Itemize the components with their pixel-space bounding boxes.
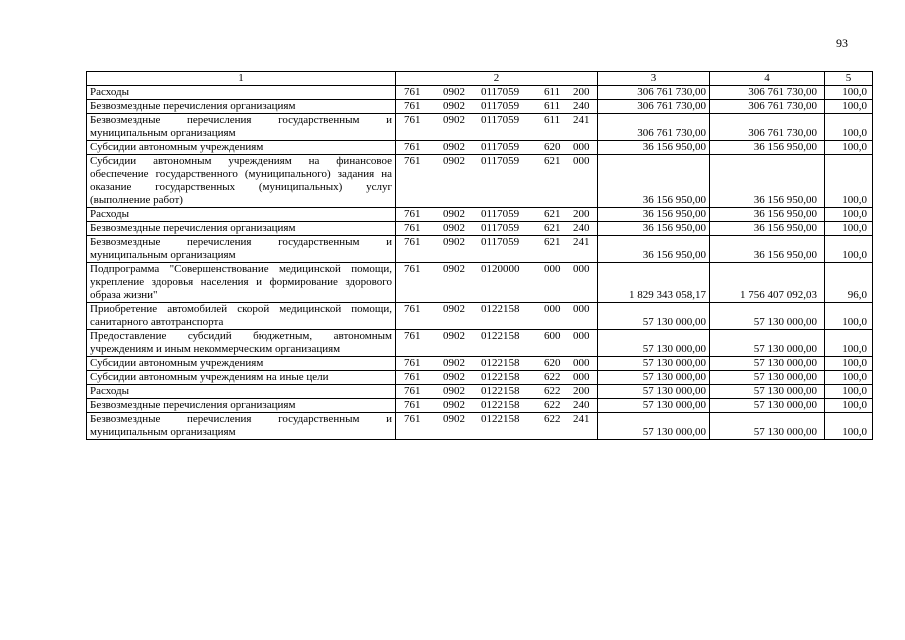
execution-percent: 100,0 [825,303,873,330]
kosgu-code: 000 [573,141,590,153]
row-codes [396,86,598,100]
section-code: 0902 [443,155,465,167]
expense-type-code: 621 [544,208,561,220]
section-code: 0902 [443,141,465,153]
planned-amount: 57 130 000,00 [598,413,710,440]
expense-type-code: 622 [544,371,561,383]
row-codes [396,399,598,413]
target-article-code: 0122158 [481,330,520,342]
execution-percent: 100,0 [825,86,873,100]
admin-code: 761 [404,86,421,98]
execution-percent: 100,0 [825,114,873,141]
target-article-code: 0117059 [481,141,520,153]
header-col-3: 3 [598,72,710,86]
execution-percent: 100,0 [825,357,873,371]
table-body [87,86,873,440]
execution-percent: 100,0 [825,208,873,222]
expense-type-code: 620 [544,141,561,153]
section-code: 0902 [443,236,465,248]
section-code: 0902 [443,399,465,411]
row-name: Безвозмездные перечисления организациям [87,100,396,114]
target-article-code: 0122158 [481,385,520,397]
admin-code: 761 [404,208,421,220]
admin-code: 761 [404,385,421,397]
admin-code: 761 [404,303,421,315]
expense-type-code: 000 [544,263,561,275]
execution-percent: 100,0 [825,399,873,413]
row-codes [396,114,598,141]
target-article-code: 0117059 [481,236,520,248]
target-article-code: 0122158 [481,303,520,315]
kosgu-code: 000 [573,371,590,383]
section-code: 0902 [443,357,465,369]
executed-amount: 306 761 730,00 [710,114,825,141]
row-name: Безвозмездные перечисления организациям [87,399,396,413]
planned-amount: 57 130 000,00 [598,399,710,413]
row-codes [396,141,598,155]
row-name: Субсидии автономным учреждениям [87,141,396,155]
executed-amount: 36 156 950,00 [710,208,825,222]
planned-amount: 57 130 000,00 [598,303,710,330]
row-codes [396,155,598,208]
expense-type-code: 622 [544,413,561,425]
admin-code: 761 [404,399,421,411]
table-row [87,236,873,263]
admin-code: 761 [404,236,421,248]
expense-type-code: 600 [544,330,561,342]
page-number: 93 [836,36,848,50]
section-code: 0902 [443,86,465,98]
row-codes [396,357,598,371]
execution-percent: 100,0 [825,330,873,357]
row-codes [396,263,598,303]
row-name: Безвозмездные перечисления государственным и муниципальным организациям [87,114,396,141]
planned-amount: 36 156 950,00 [598,141,710,155]
planned-amount: 36 156 950,00 [598,155,710,208]
kosgu-code: 200 [573,86,590,98]
admin-code: 761 [404,100,421,112]
row-codes [396,236,598,263]
expense-type-code: 620 [544,357,561,369]
target-article-code: 0117059 [481,155,520,167]
kosgu-code: 000 [573,155,590,167]
table-row [87,371,873,385]
kosgu-code: 000 [573,263,590,275]
executed-amount: 57 130 000,00 [710,371,825,385]
executed-amount: 57 130 000,00 [710,385,825,399]
executed-amount: 57 130 000,00 [710,413,825,440]
target-article-code: 0122158 [481,399,520,411]
executed-amount: 57 130 000,00 [710,357,825,371]
row-name: Безвозмездные перечисления государственным и муниципальным организациям [87,236,396,263]
row-codes [396,330,598,357]
row-name: Субсидии автономным учреждениям на иные цели [87,371,396,385]
execution-percent: 100,0 [825,100,873,114]
execution-percent: 100,0 [825,236,873,263]
section-code: 0902 [443,208,465,220]
expense-type-code: 621 [544,236,561,248]
execution-percent: 100,0 [825,222,873,236]
target-article-code: 0122158 [481,413,520,425]
executed-amount: 57 130 000,00 [710,330,825,357]
planned-amount: 36 156 950,00 [598,222,710,236]
header-col-4: 4 [710,72,825,86]
row-codes [396,100,598,114]
table-row [87,222,873,236]
kosgu-code: 241 [573,114,590,126]
planned-amount: 306 761 730,00 [598,114,710,141]
row-codes [396,208,598,222]
execution-percent: 100,0 [825,413,873,440]
row-name: Субсидии автономным учреждениям на финансовое обеспечение государственного (муниципального) задания на оказание государственных (муниципальных) услуг (выполнение работ) [87,155,396,208]
table-row [87,208,873,222]
execution-percent: 96,0 [825,263,873,303]
executed-amount: 36 156 950,00 [710,222,825,236]
target-article-code: 0117059 [481,86,520,98]
target-article-code: 0122158 [481,371,520,383]
admin-code: 761 [404,330,421,342]
table-header-row [87,72,873,86]
kosgu-code: 200 [573,385,590,397]
expense-type-code: 000 [544,303,561,315]
target-article-code: 0120000 [481,263,520,275]
admin-code: 761 [404,371,421,383]
planned-amount: 36 156 950,00 [598,208,710,222]
planned-amount: 36 156 950,00 [598,236,710,263]
admin-code: 761 [404,141,421,153]
row-codes [396,222,598,236]
row-name: Расходы [87,385,396,399]
table-row [87,385,873,399]
expense-type-code: 611 [544,86,561,98]
table-row [87,263,873,303]
section-code: 0902 [443,114,465,126]
executed-amount: 36 156 950,00 [710,141,825,155]
row-name: Безвозмездные перечисления организациям [87,222,396,236]
kosgu-code: 200 [573,208,590,220]
kosgu-code: 000 [573,357,590,369]
section-code: 0902 [443,371,465,383]
execution-percent: 100,0 [825,141,873,155]
table-row [87,100,873,114]
target-article-code: 0117059 [481,114,520,126]
section-code: 0902 [443,385,465,397]
admin-code: 761 [404,413,421,425]
section-code: 0902 [443,100,465,112]
row-name: Подпрограмма "Совершенствование медицинской помощи, укрепление здоровья населения и формирование здорового образа жизни" [87,263,396,303]
budget-table [86,71,873,440]
header-col-5: 5 [825,72,873,86]
planned-amount: 57 130 000,00 [598,330,710,357]
kosgu-code: 240 [573,100,590,112]
table-row [87,141,873,155]
row-codes [396,385,598,399]
kosgu-code: 240 [573,399,590,411]
admin-code: 761 [404,357,421,369]
execution-percent: 100,0 [825,371,873,385]
section-code: 0902 [443,303,465,315]
table-row [87,413,873,440]
executed-amount: 306 761 730,00 [710,86,825,100]
section-code: 0902 [443,222,465,234]
planned-amount: 306 761 730,00 [598,86,710,100]
executed-amount: 36 156 950,00 [710,155,825,208]
table-row [87,399,873,413]
expense-type-code: 622 [544,399,561,411]
kosgu-code: 241 [573,413,590,425]
table-row [87,303,873,330]
executed-amount: 36 156 950,00 [710,236,825,263]
executed-amount: 57 130 000,00 [710,399,825,413]
target-article-code: 0117059 [481,208,520,220]
planned-amount: 306 761 730,00 [598,100,710,114]
target-article-code: 0117059 [481,222,520,234]
table-row [87,155,873,208]
executed-amount: 1 756 407 092,03 [710,263,825,303]
header-col-1: 1 [87,72,396,86]
row-name: Расходы [87,86,396,100]
kosgu-code: 240 [573,222,590,234]
admin-code: 761 [404,114,421,126]
table-row [87,330,873,357]
row-name: Субсидии автономным учреждениям [87,357,396,371]
section-code: 0902 [443,330,465,342]
expense-type-code: 611 [544,100,561,112]
header-col-2: 2 [396,72,598,86]
admin-code: 761 [404,222,421,234]
admin-code: 761 [404,263,421,275]
section-code: 0902 [443,263,465,275]
row-name: Предоставление субсидий бюджетным, автономным учреждениям и иным некоммерческим организациям [87,330,396,357]
executed-amount: 57 130 000,00 [710,303,825,330]
row-codes [396,413,598,440]
planned-amount: 57 130 000,00 [598,385,710,399]
planned-amount: 1 829 343 058,17 [598,263,710,303]
row-name: Безвозмездные перечисления государственным и муниципальным организациям [87,413,396,440]
row-codes [396,303,598,330]
expense-type-code: 621 [544,222,561,234]
kosgu-code: 000 [573,303,590,315]
kosgu-code: 241 [573,236,590,248]
section-code: 0902 [443,413,465,425]
kosgu-code: 000 [573,330,590,342]
planned-amount: 57 130 000,00 [598,357,710,371]
target-article-code: 0122158 [481,357,520,369]
planned-amount: 57 130 000,00 [598,371,710,385]
target-article-code: 0117059 [481,100,520,112]
table-row [87,86,873,100]
table-row [87,357,873,371]
row-name: Расходы [87,208,396,222]
expense-type-code: 622 [544,385,561,397]
executed-amount: 306 761 730,00 [710,100,825,114]
table-row [87,114,873,141]
expense-type-code: 611 [544,114,561,126]
execution-percent: 100,0 [825,155,873,208]
execution-percent: 100,0 [825,385,873,399]
row-codes [396,371,598,385]
row-name: Приобретение автомобилей скорой медицинской помощи, санитарного автотранспорта [87,303,396,330]
admin-code: 761 [404,155,421,167]
expense-type-code: 621 [544,155,561,167]
